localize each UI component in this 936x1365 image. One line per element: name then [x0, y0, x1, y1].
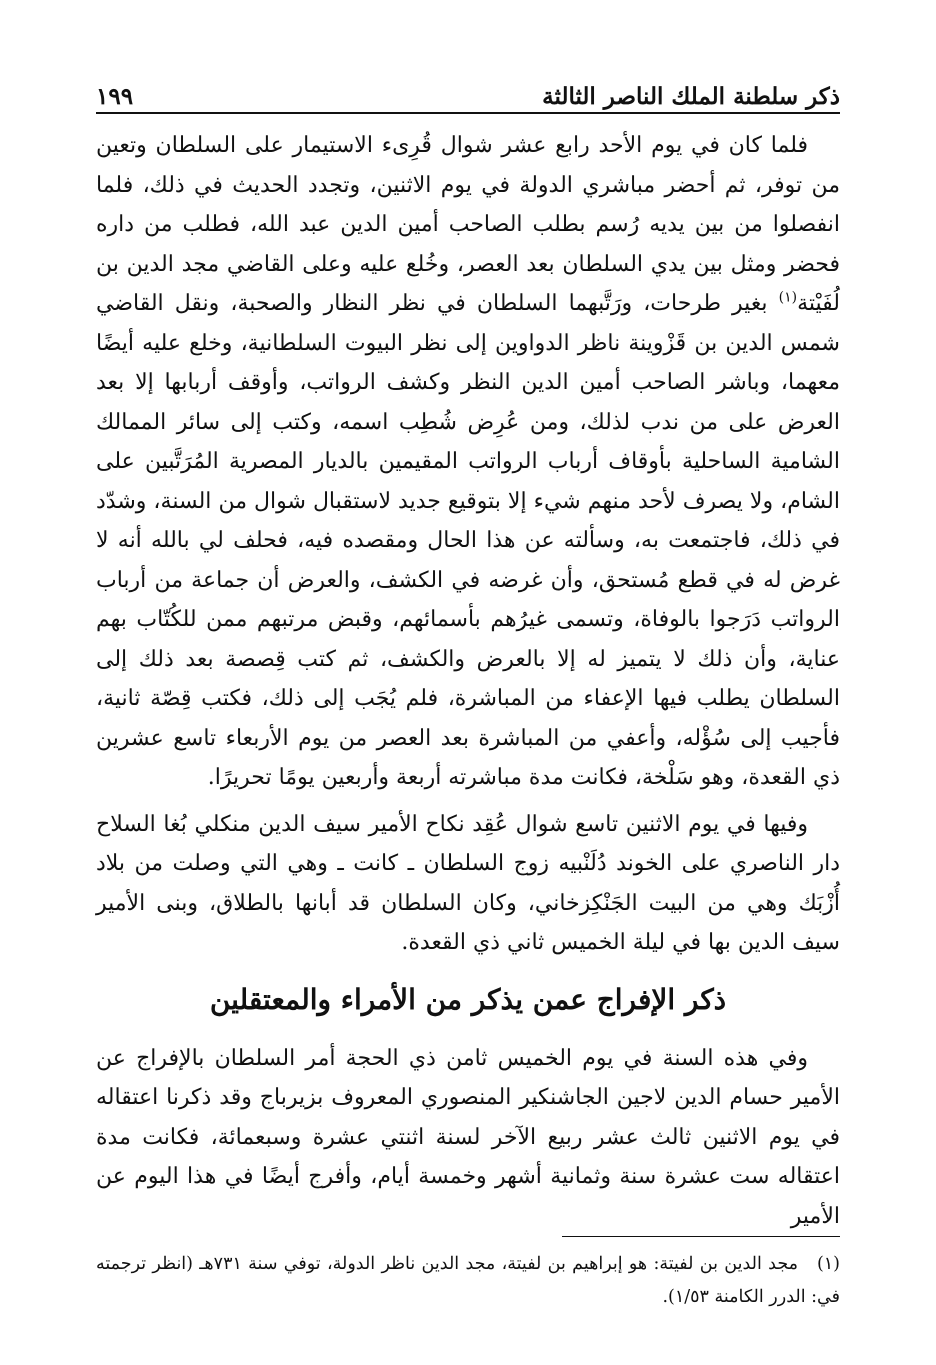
book-page [96, 72, 840, 1332]
body-paragraph-2: وفيها في يوم الاثنين تاسع شوال عُقِد نكاح الأمير سيف الدين منكلي بُغا السلاح دار الناصري على الخوند دُلَنْبيه زوج السلطان ـ كانت ـ وهي التي وصلت من بلاد أُزْبَك وهي من البيت الجَنْكِزخاني، وكان السلطان قد أبانها بالطلاق، وبنى الأمير سيف الدين بها في ليلة الخميس ثاني ذي القعدة. [96, 811, 840, 955]
running-header [96, 72, 840, 114]
footnote-text: مجد الدين بن لفيتة: هو إبراهيم بن لفيتة، مجد الدين ناظر الدولة، توفي سنة ٧٣١هـ (انظر ترجمته في: الدرر الكامنة ١/٥٣). [96, 1254, 840, 1307]
page-number: ١٩٩ [96, 83, 134, 110]
footnote-1 [96, 1248, 840, 1314]
footnotes [96, 1248, 840, 1314]
section-heading: ذكر الإفراج عمن يذكر من الأمراء والمعتقلين [209, 982, 727, 1016]
footnote-mark: (١) [816, 1254, 840, 1274]
body-paragraph-1 [96, 126, 840, 798]
running-header-title: ذكر سلطنة الملك الناصر الثالثة [542, 83, 840, 110]
paragraph-1-text-after-note: بغير طرحات، ورَتَّبهما السلطان في نظر النظار والصحبة، ونقل القاضي شمس الدين بن قَزْوينة ناظر الدواوين إلى نظر البيوت السلطانية، وخلع عليه أيضًا معهما، وباشر الصاحب أمين الدين النظر وكشف الرواتب، وأوقف أربابها إلا بعد العرض على من ندب لذلك، ومن عُرِض شُطِب اسمه، وكتب إلى سائر الممالك الشامية الساحلية بأوقاف أرباب الرواتب المقيمين بالديار المصرية المُرَتَّبين على الشام، ولا يصرف لأحد منهم شيء إلا بتوقيع جديد لاستقبال شوال من السنة، وشدّد في ذلك، فاجتمعت به، وسألته عن هذا الحال ومقصده فيه، فحلف لي بالله أنه لا غرض له في قطع مُستحق، وأن غرضه في الكشف، والعرض أن جماعة من أرباب الرواتب دَرَجوا بالوفاة، وتسمى غيرُهم بأسمائهم، وقبض مرتبهم ممن للكُتّاب بهم عناية، وأن ذلك لا يتميز له إلا بالعرض والكشف، ثم كتب قِصصة بعد ذلك إلى السلطان يطلب فيها الإعفاء من المباشرة، فلم يُجَب إلى ذلك، فكتب قِصّة ثانية، فأجيب إلى سُؤْله، وأعفي من المباشرة بعد العصر من يوم الأربعاء تاسع عشرين ذي القعدة، وهو سَلْخة، فكانت مدة مباشرته أربعة وأربعين يومًا تحريرًا. [96, 291, 840, 790]
paragraph-1-text-before-note: فلما كان في يوم الأحد رابع عشر شوال قُرِىء الاستيمار على السلطان وتعين من توفر، ثم أحضر مباشري الدولة في يوم الاثنين، وتجدد الحديث في ذلك، فلما انفصلوا من بين يديه رُسم بطلب الصاحب أمين الدين عبد الله، فطلب من داره فحضر ومثل بين يدي السلطان بعد العصر، وخُلع عليه وعلى القاضي مجد الدين بن لُفَيْتة [96, 133, 840, 316]
page-body [96, 126, 840, 1236]
footnote-separator [562, 1236, 840, 1237]
footnote-reference-mark: (١) [778, 289, 798, 306]
section-paragraph: وفي هذه السنة في يوم الخميس ثامن ذي الحجة أمر السلطان بالإفراج عن الأمير حسام الدين لاجين الجاشنكير المنصوري المعروف بزيرباج وقد ذكرنا اعتقاله في يوم الاثنين ثالث عشر ربيع الآخر لسنة اثنتي عشرة وسبعمائة، فكانت مدة اعتقاله ست عشرة سنة وثمانية أشهر وخمسة أيام، وأفرج أيضًا في هذا اليوم عن الأمير [96, 1045, 840, 1229]
